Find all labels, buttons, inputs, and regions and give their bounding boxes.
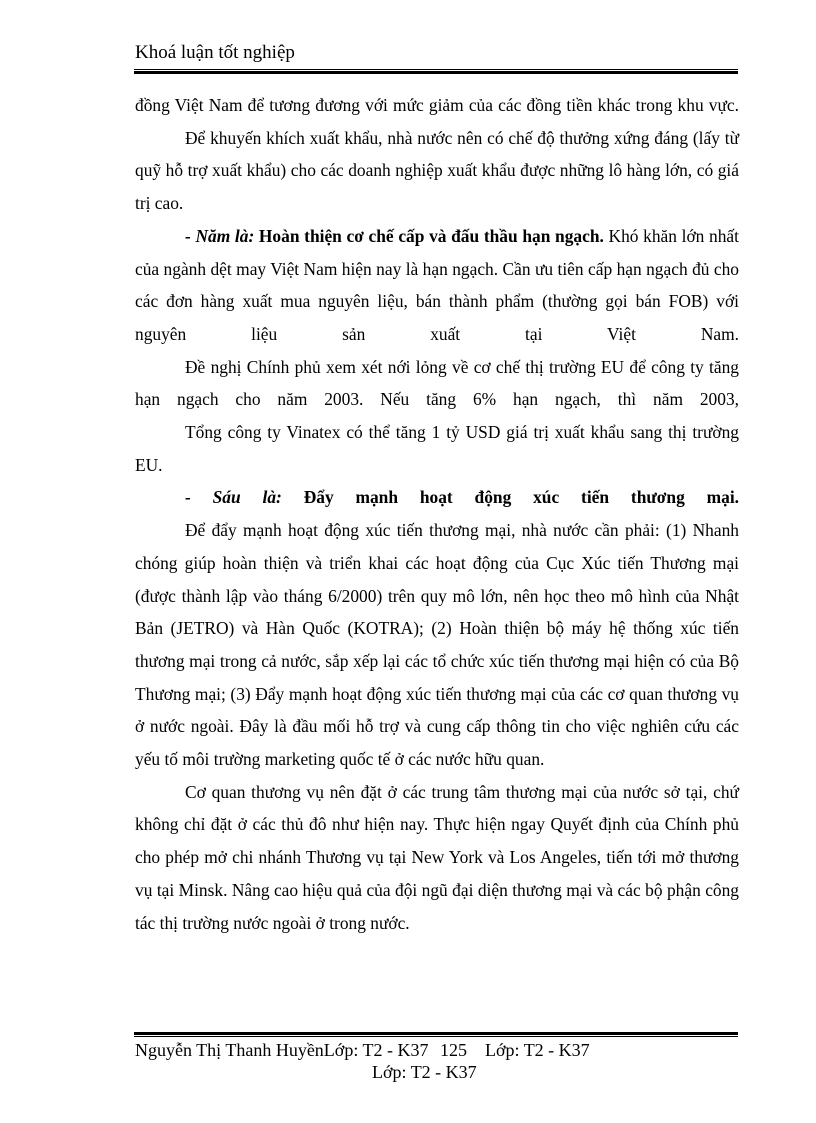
footer-author-class: Nguyễn Thị Thanh HuyềnLớp: T2 - K37 [135, 1040, 429, 1060]
page-header-title: Khoá luận tốt nghiệp [135, 42, 295, 63]
document-body [135, 89, 739, 939]
paragraph-lead: - Sáu là: [185, 487, 282, 508]
paragraph-heading: Đẩy mạnh hoạt động xúc tiến thương mại. [303, 487, 739, 508]
footer-class-overlay: Lớp: T2 - K37 [485, 1040, 590, 1060]
footer-class-line: Lớp: T2 - K37 [372, 1062, 477, 1082]
paragraph-heading: Hoàn thiện cơ chế cấp và đấu thầu hạn ngạch. [258, 225, 604, 246]
paragraph-3: - Năm là: Hoàn thiện cơ chế cấp và đấu thầu hạn ngạch. Khó khăn lớn nhất của ngành dệt may Việt Nam hiện nay là hạn ngạch. Cần ưu tiên cấp hạn ngạch đủ cho các đơn hàng xuất mua nguyên liệu, bán thành phẩm (thường gọi bán FOB) với nguyên liệu sản xuất tại Việt Nam. [135, 225, 739, 344]
paragraph-7: Để đẩy mạnh hoạt động xúc tiến thương mại, nhà nước cần phải: (1) Nhanh chóng giúp hoàn thiện và triển khai các hoạt động của Cục Xúc tiến Thương mại (được thành lập vào tháng 6/2000) trên quy mô lớn, nên học theo mô hình của Nhật Bản (JETRO) và Hàn Quốc (KOTRA); (2) Hoàn thiện bộ máy hệ thống xúc tiến thương mại trong cả nước, sắp xếp lại các tổ chức xúc tiến thương mại hiện có của Bộ Thương mại; (3) Đẩy mạnh hoạt động xúc tiến thương mại của các cơ quan thương vụ ở nước ngoài. Đây là đầu mối hỗ trợ và cung cấp thông tin cho việc nghiên cứu các yếu tố môi trường marketing quốc tế ở các nước hữu quan. [135, 520, 739, 770]
paragraph-1: đồng Việt Nam để tương đương với mức giảm của các đồng tiền khác trong khu vực. [135, 95, 739, 115]
footer-page-number: 125 [440, 1040, 467, 1060]
paragraph-4: Đề nghị Chính phủ xem xét nới lỏng về cơ chế thị trường EU để công ty tăng hạn ngạch cho năm 2003. Nếu tăng 6% hạn ngạch, thì năm 2003, [135, 356, 739, 410]
paragraph-2: Để khuyến khích xuất khẩu, nhà nước nên có chế độ thưởng xứng đáng (lấy từ quỹ hỗ trợ xuất khẩu) cho các doanh nghiệp xuất khẩu được những lô hàng lớn, có giá trị cao. [135, 127, 739, 214]
paragraph-lead: - Năm là: [185, 225, 255, 246]
footer-rule-thin [134, 1036, 738, 1037]
header-rule-thin [134, 69, 738, 70]
footer-rule-thick [134, 1032, 738, 1035]
paragraph-8: Cơ quan thương vụ nên đặt ở các trung tâm thương mại của nước sở tại, chứ không chỉ đặt ở các thủ đô như hiện nay. Thực hiện ngay Quyết định của Chính phủ cho phép mở chi nhánh Thương vụ tại New York và Los Angeles, tiến tới mở thương vụ tại Minsk. Nâng cao hiệu quả của đội ngũ đại diện thương mại và các bộ phận công tác thị trường nước ngoài ở trong nước. [135, 781, 739, 933]
paragraph-5: Tổng công ty Vinatex có thể tăng 1 tỷ USD giá trị xuất khẩu sang thị trường EU. [135, 422, 739, 475]
paragraph-6 [135, 481, 739, 514]
header-rule-thick [134, 71, 738, 74]
